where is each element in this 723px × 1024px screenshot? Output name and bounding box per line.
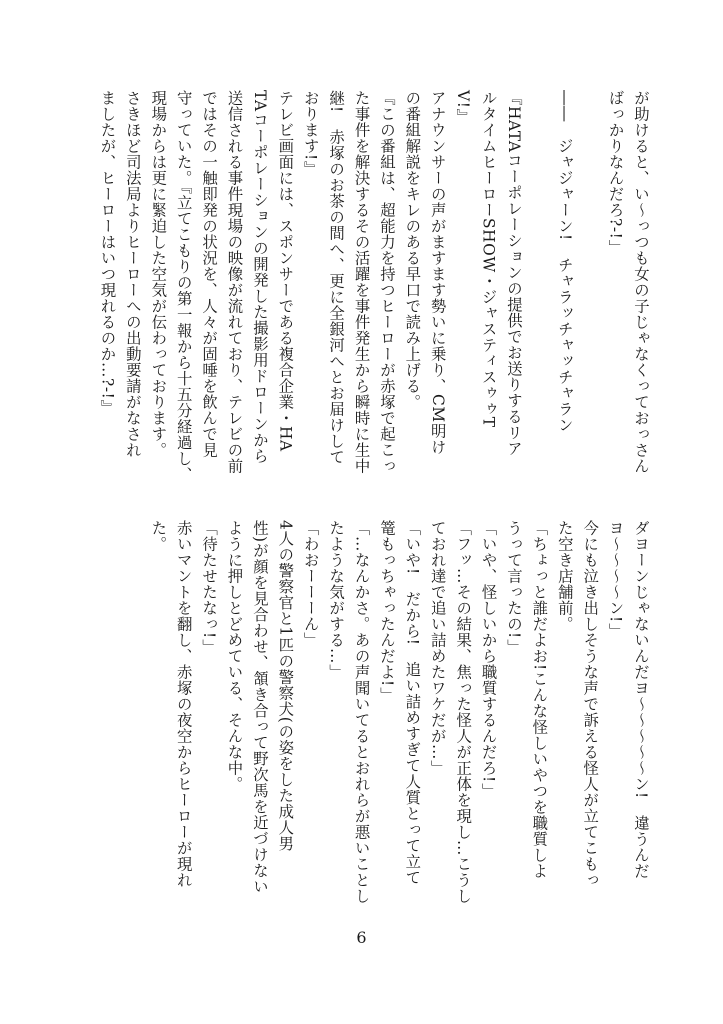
page-number: 6 bbox=[356, 928, 367, 947]
text-line: ばっかりなんだろ?-!」 bbox=[606, 90, 625, 256]
text-line: ―― ジャジャーン! チャラッチャッチャラン bbox=[555, 90, 574, 433]
text-line: TAコーポレーションの開発した撮影用ドローンから bbox=[250, 90, 269, 464]
text-line: V!』 bbox=[454, 90, 473, 125]
text-line bbox=[526, 90, 551, 490]
text-line: 「フッ…その結果、焦った怪人が正体を現し…こうし bbox=[454, 520, 473, 904]
text-line: ヨ～～～～ン!」 bbox=[606, 520, 625, 639]
text-line: 守っていた。『立てこもりの第一報から十五分経過し、 bbox=[174, 90, 193, 483]
text-line: ましたが、ヒーローはいつ現れるのか…?-!』 bbox=[98, 90, 117, 416]
text-line: 赤いマントを翻し、赤塚の夜空からヒーローが現れ bbox=[174, 520, 193, 888]
text-line: テレビ画面には、スポンサーである複合企業・HA bbox=[276, 90, 295, 452]
upper-text-column bbox=[94, 90, 653, 490]
text-line: 「いや! だから! 追い詰めすぎて人質とって立て bbox=[403, 520, 422, 886]
text-line: た事件を解決するその活躍を事件発生から瞬時に生中 bbox=[352, 90, 371, 474]
text-line: 篭もっちゃったんだよ!」 bbox=[377, 520, 396, 703]
text-line: ではその一触即発の状況を、人々が固唾を飲んで見 bbox=[200, 90, 219, 458]
text-line: た空き店舗前。 bbox=[555, 520, 574, 632]
text-line: 現場からは更に緊迫した空気が伝わっております。 bbox=[149, 90, 168, 458]
text-line: おります!』 bbox=[301, 90, 320, 177]
text-line: さきほど司法局よりヒーローへの出動要請がなされ bbox=[123, 90, 142, 458]
text-line: た。 bbox=[149, 520, 168, 552]
text-line: ように押しとどめている、そんな中。 bbox=[225, 520, 244, 792]
lower-text-column bbox=[145, 520, 653, 920]
text-line: 「わおーーーん」 bbox=[301, 520, 320, 648]
text-line: 『HATAコーポレーションの提供でお送りするリア bbox=[504, 90, 523, 457]
text-line: 性)が顔を見合わせ、頷き合って野次馬を近づけない bbox=[250, 520, 269, 895]
text-line: 4人の警察官と1匹の警察犬(の姿をした成人男 bbox=[276, 520, 295, 852]
text-line: たような気がする…」 bbox=[327, 520, 346, 680]
text-line: 送信される事件現場の映像が流れており、テレビの前 bbox=[225, 90, 244, 474]
text-line: 「…なんかさ。あの声聞いてるとおれらが悪いことし bbox=[352, 520, 371, 904]
text-line: ルタイムヒーローSHOW・ジャスティスゥゥT bbox=[479, 90, 498, 428]
text-line: うって言ったの!」 bbox=[504, 520, 523, 655]
text-line: ておれ達で追い詰めたワケだが…」 bbox=[428, 520, 447, 776]
text-line: 「ちょっと誰だよお!こんな怪しいやつを職質しよ bbox=[530, 520, 549, 879]
text-line: 継! 赤塚のお茶の間へ、更に全銀河へとお届けして bbox=[327, 90, 346, 465]
text-line: ダヨーンじゃないんだヨ～～～～～ン! 違うんだ bbox=[632, 520, 650, 879]
text-line: 「待たせたなっ!」 bbox=[200, 520, 219, 655]
text-line: が助けると、い～っつも女の子じゃなくっておっさん bbox=[632, 90, 650, 474]
text-line: 「いや、怪しいから職質するんだろ!」 bbox=[479, 520, 498, 799]
text-line: アナウンサーの声がますます勢いに乗り、CM明け bbox=[428, 90, 447, 455]
text-line: の番組解説をキレのある早口で読み上げる。 bbox=[403, 90, 422, 410]
text-line: 『この番組は、超能力を持つヒーローが赤塚で起こっ bbox=[377, 90, 396, 474]
text-line: 今にも泣き出しそうな声で訴える怪人が立てこもっ bbox=[581, 520, 600, 888]
text-line bbox=[577, 90, 602, 490]
